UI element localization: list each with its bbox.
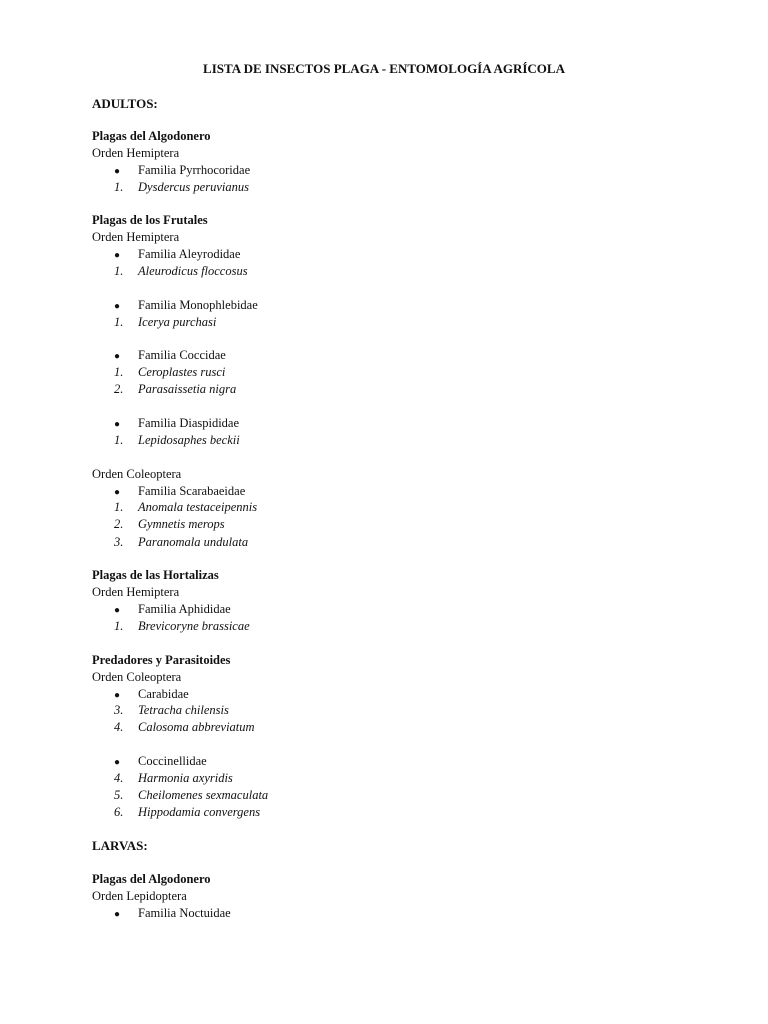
species-name: Cheilomenes sexmaculata	[138, 788, 269, 802]
species-number: 6.	[114, 805, 124, 819]
order-label: Orden Hemiptera	[92, 230, 180, 244]
species-item	[114, 381, 236, 398]
species-item	[114, 804, 260, 821]
order-label: Orden Coleoptera	[92, 670, 182, 684]
species-name: Parasaissetia nigra	[138, 382, 237, 396]
family-label: Familia Aleyrodidae	[138, 247, 241, 261]
species-name: Paranomala undulata	[138, 535, 249, 549]
species-number: 5.	[114, 788, 124, 802]
species-item	[114, 702, 229, 719]
species-item	[114, 179, 249, 196]
species-item	[114, 364, 225, 381]
species-name: Tetracha chilensis	[138, 703, 229, 717]
bullet-icon: ●	[114, 909, 121, 920]
species-number: 1.	[114, 315, 124, 329]
species-name: Dysdercus peruvianus	[138, 180, 249, 194]
species-name: Brevicoryne brassicae	[138, 619, 250, 633]
bullet-icon: ●	[114, 487, 121, 498]
bullet-icon: ●	[114, 419, 121, 430]
species-number: 1.	[114, 365, 124, 379]
order-label: Orden Hemiptera	[92, 585, 180, 599]
family-item	[114, 905, 231, 923]
family-item	[114, 601, 231, 619]
bullet-icon: ●	[114, 757, 121, 768]
species-number: 3.	[114, 703, 124, 717]
species-number: 1.	[114, 264, 124, 278]
species-number: 1.	[114, 180, 124, 194]
family-label: Coccinellidae	[138, 754, 207, 768]
species-item	[114, 516, 225, 533]
species-name: Icerya purchasi	[138, 315, 217, 329]
family-item	[114, 415, 239, 433]
group-heading-hortalizas: Plagas de las Hortalizas	[92, 568, 219, 582]
species-item	[114, 314, 216, 331]
species-item	[114, 534, 248, 551]
family-label: Carabidae	[138, 687, 189, 701]
family-label: Familia Scarabaeidae	[138, 484, 246, 498]
family-item	[114, 753, 207, 771]
species-item	[114, 719, 255, 736]
species-number: 2.	[114, 382, 124, 396]
species-item	[114, 618, 250, 635]
species-number: 1.	[114, 619, 124, 633]
section-heading-adultos: ADULTOS:	[92, 96, 158, 111]
species-number: 1.	[114, 433, 124, 447]
bullet-icon: ●	[114, 605, 121, 616]
species-number: 4.	[114, 771, 124, 785]
species-number: 1.	[114, 500, 124, 514]
species-name: Lepidosaphes beckii	[138, 433, 240, 447]
species-number: 2.	[114, 517, 124, 531]
species-item	[114, 432, 240, 449]
page-title: LISTA DE INSECTOS PLAGA - ENTOMOLOGÍA AGRÍCOLA	[203, 61, 565, 76]
group-heading-algodonero: Plagas del Algodonero	[92, 129, 211, 143]
group-heading-predadores: Predadores y Parasitoides	[92, 653, 231, 667]
group-heading-larvas-algodonero: Plagas del Algodonero	[92, 872, 211, 886]
bullet-icon: ●	[114, 166, 121, 177]
order-label: Orden Hemiptera	[92, 146, 180, 160]
species-name: Hippodamia convergens	[138, 805, 261, 819]
family-label: Familia Pyrrhocoridae	[138, 163, 251, 177]
family-label: Familia Noctuidae	[138, 906, 231, 920]
species-name: Gymnetis merops	[138, 517, 225, 531]
species-name: Anomala testaceipennis	[138, 500, 258, 514]
bullet-icon: ●	[114, 351, 121, 362]
bullet-icon: ●	[114, 690, 121, 701]
bullet-icon: ●	[114, 250, 121, 261]
species-name: Ceroplastes rusci	[138, 365, 226, 379]
species-item	[114, 787, 268, 804]
order-label: Orden Coleoptera	[92, 467, 182, 481]
group-heading-frutales: Plagas de los Frutales	[92, 213, 208, 227]
species-item	[114, 263, 248, 280]
family-label: Familia Diaspididae	[138, 416, 240, 430]
species-name: Calosoma abbreviatum	[138, 720, 255, 734]
species-name: Aleurodicus floccosus	[138, 264, 248, 278]
family-item	[114, 297, 258, 315]
order-label: Orden Lepidoptera	[92, 889, 187, 903]
species-item	[114, 499, 257, 516]
family-label: Familia Aphididae	[138, 602, 231, 616]
section-heading-larvas: LARVAS:	[92, 838, 148, 853]
family-label: Familia Coccidae	[138, 348, 226, 362]
species-item	[114, 770, 233, 787]
species-number: 3.	[114, 535, 124, 549]
family-label: Familia Monophlebidae	[138, 298, 258, 312]
bullet-icon: ●	[114, 301, 121, 312]
family-item	[114, 162, 250, 180]
family-item	[114, 246, 240, 264]
species-name: Harmonia axyridis	[138, 771, 233, 785]
family-item	[114, 347, 226, 365]
species-number: 4.	[114, 720, 124, 734]
